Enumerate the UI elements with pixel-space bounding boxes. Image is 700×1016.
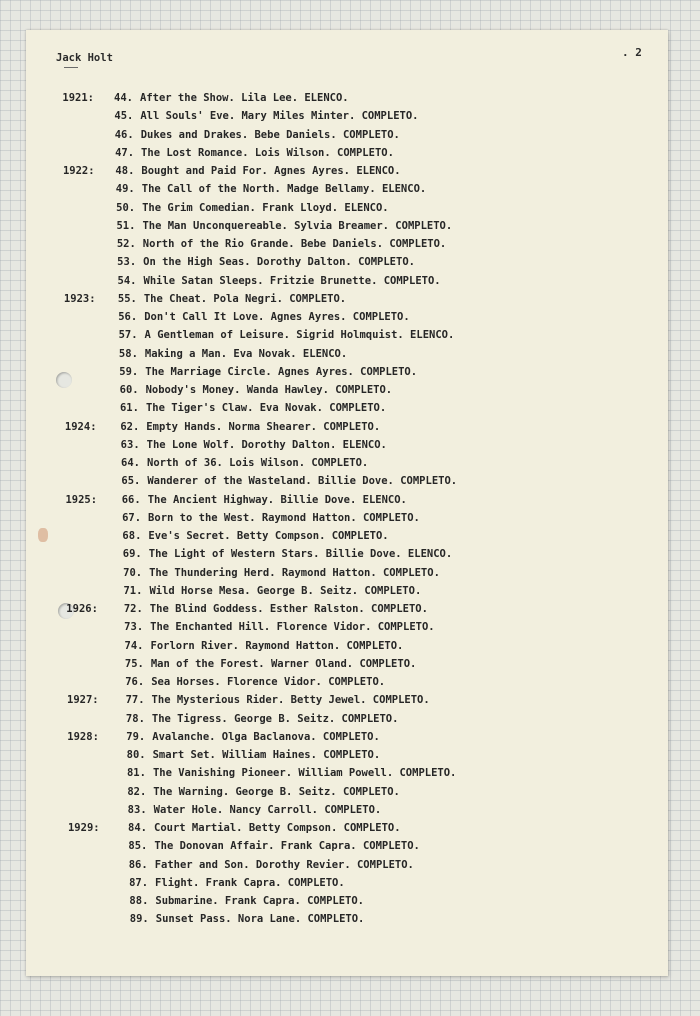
entry-number: 67. — [122, 511, 142, 524]
entry-text: The Lost Romance. Lois Wilson. COMPLETO. — [141, 146, 394, 159]
entry-year: 1925: — [65, 493, 98, 506]
entry-text: Man of the Forest. Warner Oland. COMPLETO. — [150, 657, 417, 670]
entry-text: Smart Set. William Haines. COMPLETO. — [152, 749, 381, 761]
entry-text: The Vanishing Pioneer. William Powell. COMPLETO. — [152, 767, 457, 780]
entry-text: Forlorn River. Raymond Hatton. COMPLETO. — [150, 639, 404, 652]
entry-text: The Marriage Circle. Agnes Ayres. COMPLETO. — [145, 365, 418, 378]
entry-number: 68. — [122, 530, 142, 542]
entry-number: 46. — [114, 128, 134, 141]
entry-number: 72. — [123, 603, 143, 615]
entry-year: 1924: — [64, 420, 97, 433]
entry-text: After the Show. Lila Lee. ELENCO. — [140, 92, 349, 104]
entry-text: The Mysterious Rider. Betty Jewel. COMPLETO. — [151, 694, 430, 707]
entry-text: Born to the West. Raymond Hatton. COMPLETO. — [148, 511, 420, 524]
entry-number: 51. — [116, 219, 136, 232]
entry-text: While Satan Sleeps. Fritzie Brunette. COMPLETO. — [143, 274, 441, 287]
entry-year: 1928: — [67, 730, 99, 743]
page-number: . 2 — [622, 46, 642, 59]
entry-text: Court Martial. Betty Compson. COMPLETO. — [154, 822, 401, 834]
entry-number: 73. — [124, 621, 144, 634]
entry-text: The Grim Comedian. Frank Lloyd. ELENCO. — [142, 201, 389, 214]
entry-number: 88. — [129, 895, 149, 907]
entry-number: 78. — [125, 712, 145, 725]
entry-text: Submarine. Frank Capra. COMPLETO. — [155, 895, 365, 907]
entry-number: 48. — [115, 165, 135, 177]
entry-number: 60. — [119, 384, 139, 396]
entry-number: 82. — [127, 785, 147, 798]
entry-text: Sunset Pass. Nora Lane. COMPLETO. — [155, 913, 365, 926]
entry-number: 83. — [127, 803, 147, 816]
entry-number: 59. — [119, 365, 139, 378]
entry-number: 71. — [123, 584, 143, 597]
entry-text: Nobody's Money. Wanda Hawley. COMPLETO. — [145, 384, 393, 396]
entry-number: 54. — [117, 274, 137, 287]
entry-text: North of 36. Lois Wilson. COMPLETO. — [147, 457, 369, 469]
entry-number: 76. — [125, 676, 145, 688]
entry-year: 1923: — [63, 292, 96, 305]
entry-year: 1921: — [62, 92, 94, 104]
entry-text: Bought and Paid For. Agnes Ayres. ELENCO. — [141, 165, 401, 177]
entry-number: 52. — [116, 238, 136, 250]
entry-number: 61. — [119, 402, 139, 415]
entry-number: 81. — [126, 767, 146, 780]
entry-number: 58. — [118, 347, 138, 360]
entry-text: Water Hole. Nancy Carroll. COMPLETO. — [153, 803, 382, 816]
entry-text: On the High Seas. Dorothy Dalton. COMPLETO. — [143, 256, 415, 269]
header-underline — [64, 67, 78, 68]
entry-number: 69. — [122, 548, 142, 561]
entry-number: 70. — [123, 566, 143, 579]
entry-text: The Light of Western Stars. Billie Dove. ELENCO. — [148, 548, 453, 561]
entry-text: The Man Unconquereable. Sylvia Breamer. COMPLETO. — [142, 219, 453, 232]
entry-text: North of the Rio Grande. Bebe Daniels. COMPLETO. — [142, 238, 447, 250]
entry-text: Dukes and Drakes. Bebe Daniels. COMPLETO. — [140, 128, 400, 141]
entry-text: Avalanche. Olga Baclanova. COMPLETO. — [152, 730, 380, 743]
entry-number: 74. — [124, 639, 144, 652]
entry-text: Flight. Frank Capra. COMPLETO. — [155, 876, 345, 889]
entry-year: 1927: — [67, 694, 99, 707]
entry-text: The Enchanted Hill. Florence Vidor. COMPLETO. — [150, 621, 435, 634]
document-author: Jack Holt — [56, 52, 113, 64]
entry-text: Wanderer of the Wasteland. Billie Dove. COMPLETO. — [147, 475, 458, 488]
entry-number: 63. — [120, 438, 140, 451]
paper-sheet — [26, 30, 668, 976]
entry-text: The Tiger's Claw. Eva Novak. COMPLETO. — [145, 402, 387, 415]
entry-year: 1926: — [66, 603, 98, 615]
entry-number: 85. — [128, 840, 148, 853]
entry-text: Father and Son. Dorothy Revier. COMPLETO. — [154, 858, 414, 871]
entry-text: The Thundering Herd. Raymond Hatton. COMPLETO. — [149, 566, 440, 579]
entry-text: The Blind Goddess. Esther Ralston. COMPLETO. — [149, 603, 428, 615]
entry-number: 86. — [128, 858, 148, 871]
stain-mark — [38, 528, 48, 542]
entry-text: A Gentleman of Leisure. Sigrid Holmquist. ELENCO. — [144, 329, 455, 342]
entry-number: 45. — [114, 110, 134, 123]
entry-number: 87. — [129, 876, 149, 889]
entry-number: 64. — [121, 457, 140, 469]
entry-text: Don't Call It Love. Agnes Ayres. COMPLETO. — [144, 311, 410, 323]
entry-number: 62. — [120, 420, 140, 433]
entry-number: 49. — [115, 183, 135, 196]
entry-number: 53. — [117, 256, 137, 269]
entry-number: 84. — [128, 822, 147, 834]
entry-text: The Cheat. Pola Negri. COMPLETO. — [143, 292, 347, 305]
entry-number: 77. — [125, 694, 145, 707]
entry-year: 1922: — [62, 165, 95, 177]
entry-text: The Donovan Affair. Frank Capra. COMPLETO. — [154, 840, 420, 853]
entry-text: Sea Horses. Florence Vidor. COMPLETO. — [151, 676, 386, 688]
entry-number: 57. — [118, 329, 138, 342]
entry-text: Wild Horse Mesa. George B. Seitz. COMPLETO. — [149, 584, 422, 597]
entry-number: 89. — [129, 913, 149, 926]
entry-number: 80. — [126, 749, 146, 761]
entry-number: 50. — [116, 201, 136, 214]
entry-number: 66. — [121, 493, 141, 506]
entry-text: The Lone Wolf. Dorothy Dalton. ELENCO. — [146, 438, 387, 451]
entry-number: 75. — [124, 657, 144, 670]
entry-text: The Tigress. George B. Seitz. COMPLETO. — [151, 712, 399, 725]
punch-hole-top — [56, 372, 72, 388]
entry-number: 44. — [114, 92, 133, 104]
entry-text: Making a Man. Eva Novak. ELENCO. — [144, 347, 348, 360]
entry-number: 56. — [118, 311, 138, 323]
entry-text: The Ancient Highway. Billie Dove. ELENCO. — [147, 493, 407, 506]
entry-text: The Call of the North. Madge Bellamy. ELENCO. — [141, 183, 427, 196]
entry-text: All Souls' Eve. Mary Miles Minter. COMPLETO. — [140, 110, 419, 123]
entry-text: Empty Hands. Norma Shearer. COMPLETO. — [146, 420, 381, 433]
entry-number: 65. — [121, 475, 141, 488]
entry-year: 1929: — [67, 822, 100, 834]
entry-text: Eve's Secret. Betty Compson. COMPLETO. — [148, 530, 389, 542]
entry-number: 79. — [126, 730, 146, 743]
entry-number: 55. — [117, 292, 137, 305]
entry-number: 47. — [115, 146, 135, 159]
entry-text: The Warning. George B. Seitz. COMPLETO. — [153, 785, 400, 798]
